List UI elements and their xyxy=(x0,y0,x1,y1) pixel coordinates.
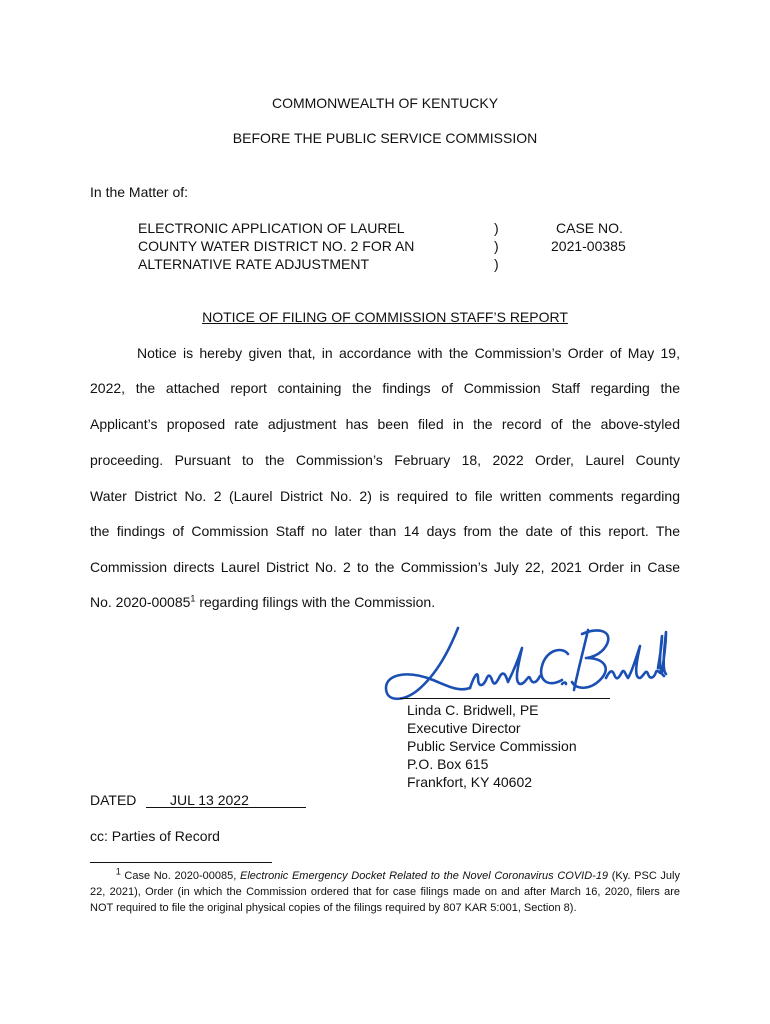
caption-paren-3: ) xyxy=(494,256,499,272)
footnote-text-start: Case No. 2020-00085, xyxy=(120,870,240,882)
body-line-3: Applicant’s proposed rate adjustment has been filed in the record of the above-styled xyxy=(90,416,680,432)
caption-line-3: ALTERNATIVE RATE ADJUSTMENT xyxy=(138,256,370,272)
handwritten-signature xyxy=(378,618,668,710)
footnote-case-title: Electronic Emergency Docket Related to the Novel Coronavirus COVID-19 xyxy=(239,870,609,882)
case-number-value: 2021-00385 xyxy=(551,238,626,254)
body-line-6: the findings of Commission Staff no later than 14 days from the date of this report. The xyxy=(90,523,680,539)
signer-name: Linda C. Bridwell, PE xyxy=(407,702,539,718)
header-commonwealth: COMMONWEALTH OF KENTUCKY xyxy=(271,95,499,111)
header-commission: BEFORE THE PUBLIC SERVICE COMMISSION xyxy=(232,130,538,146)
footnote-reference: 1 xyxy=(190,593,196,604)
signer-organization: Public Service Commission xyxy=(407,738,577,754)
cc-line: cc: Parties of Record xyxy=(90,828,220,844)
body-line-8 xyxy=(90,594,680,610)
signer-city: Frankfort, KY 40602 xyxy=(407,774,533,790)
dated-value: JUL 13 2022 xyxy=(170,792,249,808)
body-line-8-start: No. 2020-00085 xyxy=(90,594,191,610)
body-line-7: Commission directs Laurel District No. 2 to the Commission’s July 22, 2021 Order in Case xyxy=(90,559,680,575)
footnote-mark: 1 xyxy=(115,866,121,877)
caption-line-1: ELECTRONIC APPLICATION OF LAUREL xyxy=(138,220,405,236)
footnote xyxy=(90,868,680,916)
signer-title: Executive Director xyxy=(407,720,521,736)
body-line-2: 2022, the attached report containing the findings of Commission Staff regarding the xyxy=(90,380,680,396)
notice-title: NOTICE OF FILING OF COMMISSION STAFF’S REPORT xyxy=(202,309,568,325)
footnote-text-end: (Ky. PSC July 22, 2021), Order (in which the Commission ordered that for case filings made on and after March 16, 2020, filers are NOT required to file the original physical copies of the filings required by 807 KAR 5:001, Section 8). xyxy=(90,870,680,914)
body-line-1: Notice is hereby given that, in accordance with the Commission’s Order of May 19, xyxy=(137,345,680,361)
dated-label: DATED xyxy=(90,792,137,808)
caption-line-2: COUNTY WATER DISTRICT NO. 2 FOR AN xyxy=(138,238,415,254)
signature-line xyxy=(400,698,610,699)
body-line-8-end: regarding filings with the Commission. xyxy=(195,594,436,610)
body-line-4: proceeding. Pursuant to the Commission’s February 18, 2022 Order, Laurel County xyxy=(90,452,680,468)
body-line-5: Water District No. 2 (Laurel District No. 2) is required to file written comments regarding xyxy=(90,488,680,504)
case-number-label: CASE NO. xyxy=(556,220,623,236)
caption-paren-2: ) xyxy=(494,238,499,254)
caption-paren-1: ) xyxy=(494,220,499,236)
footnote-separator xyxy=(90,862,272,863)
signer-po-box: P.O. Box 615 xyxy=(407,756,489,772)
matter-intro: In the Matter of: xyxy=(90,184,189,200)
